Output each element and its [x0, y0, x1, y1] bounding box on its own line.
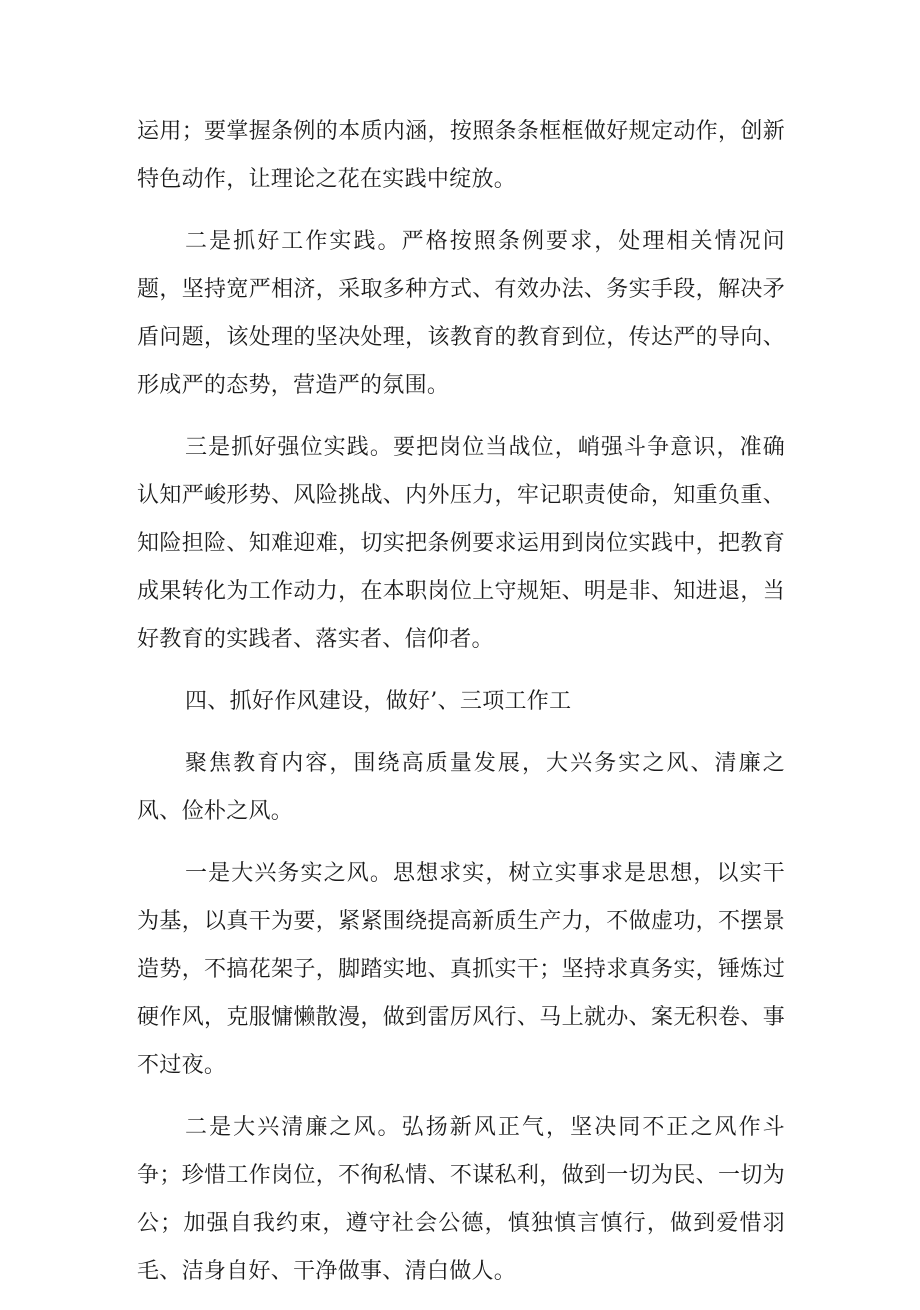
- section-heading-style-building: 四、抓好作风建设，做好’、三项工作工: [185, 689, 572, 714]
- document-body: [137, 108, 785, 1310]
- paragraph-position-practice: 三是抓好强位实践。要把岗位当战位，峭强斗争意识，准确认知严峻形势、风险挑战、内外压力，牢记职责使命，知重负重、知险担险、知难迎难，切实把条例要求运用到岗位实践中，把教育成果转化为工作动力，在本职岗位上守规矩、明是非、知进退，当好教育的实践者、落实者、信仰者。: [137, 435, 785, 652]
- paragraph-practical-style: 一是大兴务实之风。思想求实，树立实事求是思想，以实干为基，以真干为要，紧紧围绕提高新质生产力，不做虚功，不摆景造势，不搞花架子，脚踏实地、真抓实干；坚持求真务实，锤炼过硬作风，克服慵懒散漫，做到雷厉风行、马上就办、案无积卷、事不过夜。: [137, 861, 785, 1078]
- paragraph-clean-style: 二是大兴清廉之风。弘扬新风正气，坚决同不正之风作斗争；珍惜工作岗位，不徇私情、不谋私利，做到一切为民、一切为公；加强自我约束，遵守社会公德，慎独慎言慎行，做到爱惜羽毛、洁身自好、干净做事、清白做人。: [137, 1115, 785, 1284]
- paragraph-continuation: 运用；要掌握条例的本质内涵，按照条条框框做好规定动作，创新特色动作，让理论之花在实践中绽放。: [137, 119, 785, 192]
- paragraph-focus-education: 聚焦教育内容，围绕高质量发展，大兴务实之风、清廉之风、俭朴之风。: [137, 751, 785, 824]
- paragraph-work-practice: 二是抓好工作实践。严格按照条例要求，处理相关情况问题，坚持宽严相济，采取多种方式、有效办法、务实手段，解决矛盾问题，该处理的坚决处理，该教育的教育到位，传达严的导向、形成严的态势，营造严的氛围。: [137, 229, 785, 398]
